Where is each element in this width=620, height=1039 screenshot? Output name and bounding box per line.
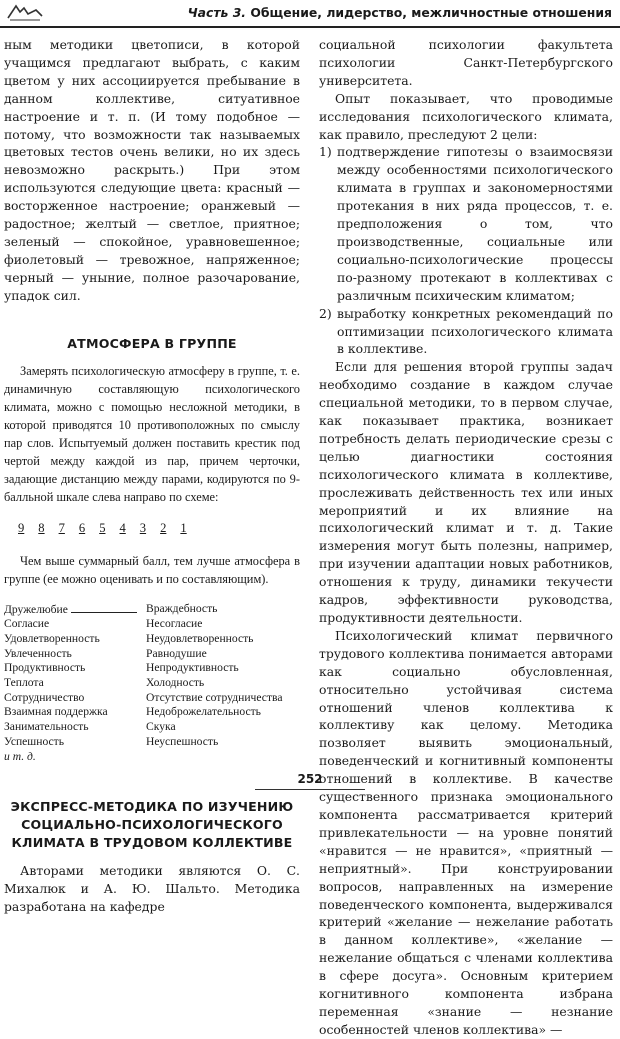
rating-scale — [18, 520, 300, 538]
pair-negative: Враждебность — [146, 601, 218, 615]
ornament-icon — [6, 2, 44, 22]
pair-positive: Занимательность — [4, 720, 89, 734]
section-heading-atmosphere: АТМОСФЕРА В ГРУППЕ — [67, 335, 237, 351]
heading-line: СОЦИАЛЬНО-ПСИХОЛОГИЧЕСКОГО — [21, 817, 283, 833]
list-number: 1) — [319, 144, 332, 160]
word-pairs-list — [4, 602, 300, 765]
word-pair-row — [4, 676, 300, 691]
word-pair-row — [4, 647, 300, 662]
pair-positive: Согласие — [4, 617, 50, 631]
list-number: 2) — [319, 305, 332, 321]
paragraph: Чем выше суммарный балл, тем лучше атмосфера в группе (ее можно оценивать и по составляющим). — [4, 553, 300, 586]
heading-line: КЛИМАТА В ТРУДОВОМ КОЛЛЕКТИВЕ — [11, 835, 293, 851]
running-head — [188, 5, 612, 20]
list-text: подтверждение гипотезы о взаимосвязи между особенностями психологического климата в группах и закономерностями протекания в них ряда процессов, т. е. предположения о том, что производственные, социальные или социально-психологические процессы по-разному протекают в коллективах с различным психическим климатом; — [337, 144, 613, 303]
pair-positive: Теплота — [4, 676, 44, 690]
pair-negative: Холодность — [146, 676, 205, 690]
pair-negative: Скука — [146, 720, 176, 734]
pair-negative: Неудовлетворенность — [146, 631, 254, 645]
word-pair-row — [4, 735, 300, 750]
pair-positive: Сотрудничество — [4, 690, 85, 704]
scale-value: 8 — [38, 520, 45, 535]
paragraph: социальной психологии факультета психологии Санкт-Петербургского университета. — [319, 37, 613, 88]
pair-positive: Успешность — [4, 734, 65, 748]
pair-negative: Неуспешность — [146, 734, 219, 748]
scale-value: 5 — [99, 520, 106, 535]
pair-negative: Непродуктивность — [146, 661, 239, 675]
word-pair-row — [4, 617, 300, 632]
scale-value: 6 — [78, 520, 86, 535]
etc-note: и т. д. — [4, 749, 36, 763]
answer-line — [71, 602, 137, 613]
scale-value: 7 — [58, 520, 65, 535]
pair-positive: Дружелюбие — [4, 602, 68, 616]
paragraph: ным методики цветописи, в которой учащимся предлагают выбрать, с каким цветом у них ассоциируется пребывание в данном коллективе, ситуативное настроение и т. п. (И тому подобное — потому, что возможности так называемых цветовых тестов очень велики, но их здесь невозможно раскрыть.) При этом используются следующие цвета: красный — восторженное настроение; оранжевый — радостное; желтый — светлое, приятное; зеленый — спокойное, уравновешенное; фиолетовый — тревожное, напряженное; черный — уныние, полное разочарование, упадок сил. — [4, 37, 300, 303]
scale-value: 2 — [160, 520, 167, 535]
pair-positive: Продуктивность — [4, 661, 86, 675]
word-pair-row — [4, 632, 300, 647]
footer-rule — [255, 789, 365, 790]
word-pair-row — [4, 602, 300, 618]
word-pair-row — [4, 720, 300, 735]
scale-value: 1 — [180, 520, 187, 535]
page-header — [0, 0, 620, 28]
heading-line: ЭКСПРЕСС-МЕТОДИКА ПО ИЗУЧЕНИЮ — [10, 799, 294, 815]
pair-positive: Удовлетворенность — [4, 631, 100, 645]
part-label: Часть 3. — [187, 5, 247, 20]
page-number: 252 — [297, 772, 323, 786]
scale-value: 9 — [18, 520, 25, 535]
right-column — [319, 36, 613, 1039]
pair-positive: Взаимная поддержка — [4, 705, 108, 719]
paragraph: Опыт показывает, что проводимые исследования психологического климата, как правило, преследуют 2 цели: — [319, 90, 613, 142]
list-item — [319, 305, 613, 359]
paragraph: Авторами методики являются О. С. Михалюк и А. Ю. Шальто. Методика разработана на кафедре — [4, 863, 300, 915]
scale-value: 3 — [139, 520, 147, 535]
paragraph: Если для решения второй группы задач необходимо создание в каждом случае специальной методики, то в первом случае, как показывает практика, возникает потребность делать периодические срезы с целью диагностики состояния психологического климата в коллективе, прослеживать действенность тех или иных мероприятий и их влияние на психологический климат и т. д. Такие измерения могут быть полезны, например, при изучении адаптации новых работников, отношения к труду, динамики текучести кадров, эффективности руководства, продуктивности деятельности. — [319, 359, 613, 625]
word-pair-row — [4, 691, 300, 706]
pair-negative: Несогласие — [146, 617, 203, 631]
scale-value: 4 — [119, 520, 126, 535]
list-item — [319, 143, 613, 304]
word-pair-row — [4, 661, 300, 676]
section-heading-express-method — [4, 798, 300, 852]
paragraph: Замерять психологическую атмосферу в группе, т. е. динамичную составляющую психологического климата, можно с помощью несложной методики, в которой приводятся 10 противоположных по смыслу пар слов. Испытуемый должен поставить крестик под чертой между каждой из пар, причем черточки, задающие дистанцию между парами, кодируются по 9-балльной шкале слева направо по схеме: — [4, 363, 300, 504]
pair-negative: Недоброжелательность — [146, 705, 261, 719]
list-text: выработку конкретных рекомендаций по оптимизации психологического климата в коллективе. — [337, 305, 613, 357]
word-pair-row — [4, 705, 300, 720]
pair-negative: Отсутствие сотрудничества — [146, 690, 283, 704]
pair-negative: Равнодушие — [146, 646, 207, 660]
paragraph: Психологический климат первичного трудового коллектива понимается авторами как социально обусловленная, относительно устойчивая система отношений членов коллектива к коллективу как целому. Методика позволяет выявить эмоциональный, поведенческий и когнитивный компоненты отношений в коллективе. В качестве существенного признака эмоционального компонента рассматривается критерий привлекательности — на уровне понятий «нравится — не нравится», «приятный — неприятный». При конструировании вопросов, направленных на измерение поведенческого компонента, выдерживался критерий «желание — нежелание работать в данном коллективе», «желание — нежелание общаться с членами коллектива в сфере досуга». Основным критерием когнитивного компонента избрана переменная «знание — незнание особенностей членов коллектива» — — [319, 627, 613, 1037]
part-title: Общение, лидерство, межличностные отношения — [250, 5, 612, 20]
pair-positive: Увлеченность — [4, 646, 72, 660]
